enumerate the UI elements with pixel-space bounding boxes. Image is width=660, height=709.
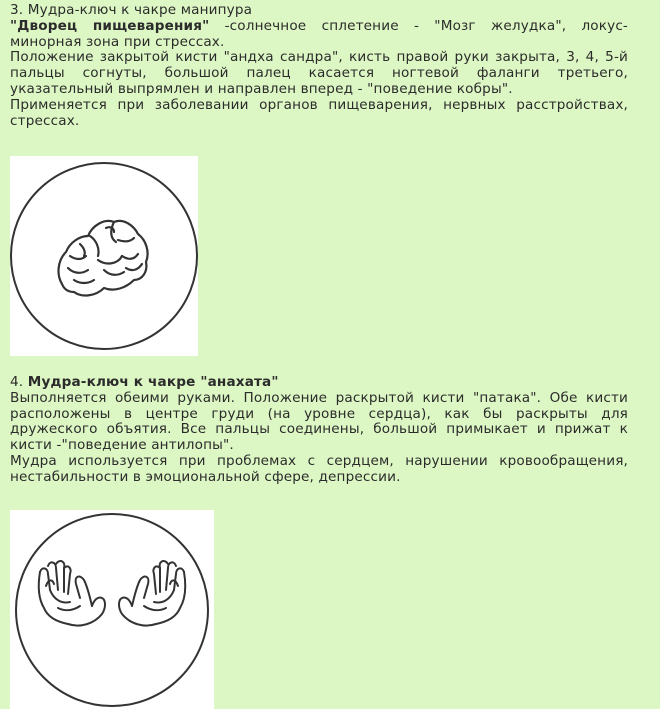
- mudra-description-line2: минорная зона при стрессах.: [10, 33, 225, 50]
- section-anahata: [10, 375, 628, 486]
- section-anahata-usage: Мудра используется при проблемах с сердцем, нарушении кровообращения, нестабильности в эмоциональной сфере, депрессии.: [10, 452, 628, 485]
- section-manipura-position: Положение закрытой кисти "андха сандра", кисть правой руки закрыта, 3, 4, 5-й пальцы согнуты, большой палец касается ногтевой фаланги третьего, указательный выпрямлен и направлен вперед - "поведение кобры".: [10, 49, 628, 97]
- section-anahata-heading: [10, 375, 628, 391]
- section-manipura-name-line: [10, 19, 628, 35]
- anahata-mudra-illustration: [10, 510, 214, 709]
- mudra-name: Дворец пищеварения: [17, 17, 203, 34]
- open-hands-drawing: [10, 510, 214, 709]
- mudra-name-close-quote: ": [202, 17, 210, 34]
- section-manipura: [10, 3, 628, 129]
- closed-fist-drawing: [10, 156, 198, 356]
- mudra-name-open-quote: ": [10, 17, 18, 34]
- section-anahata-title: Мудра-ключ к чакре "анахата": [27, 374, 279, 390]
- manipura-mudra-illustration: [10, 156, 198, 356]
- section-anahata-position: Выполняется обеими руками. Положение раскрытой кисти "патака". Обе кисти расположены в центре груди (на уровне сердца), как бы раскрыты для дружеского объятия. Все пальцы соединены, большой примыкает и прижат к кисти -"поведение антилопы".: [10, 389, 628, 454]
- section-anahata-number: 4.: [10, 374, 24, 390]
- mudra-description-line1: -солнечное сплетение - "Мозг желудка", локус-: [209, 17, 628, 34]
- section-manipura-heading: 3. Мудра-ключ к чакре манипура: [10, 2, 253, 18]
- section-manipura-usage: Применяется при заболевании органов пищеварения, нервных расстройствах, стрессах.: [10, 96, 628, 129]
